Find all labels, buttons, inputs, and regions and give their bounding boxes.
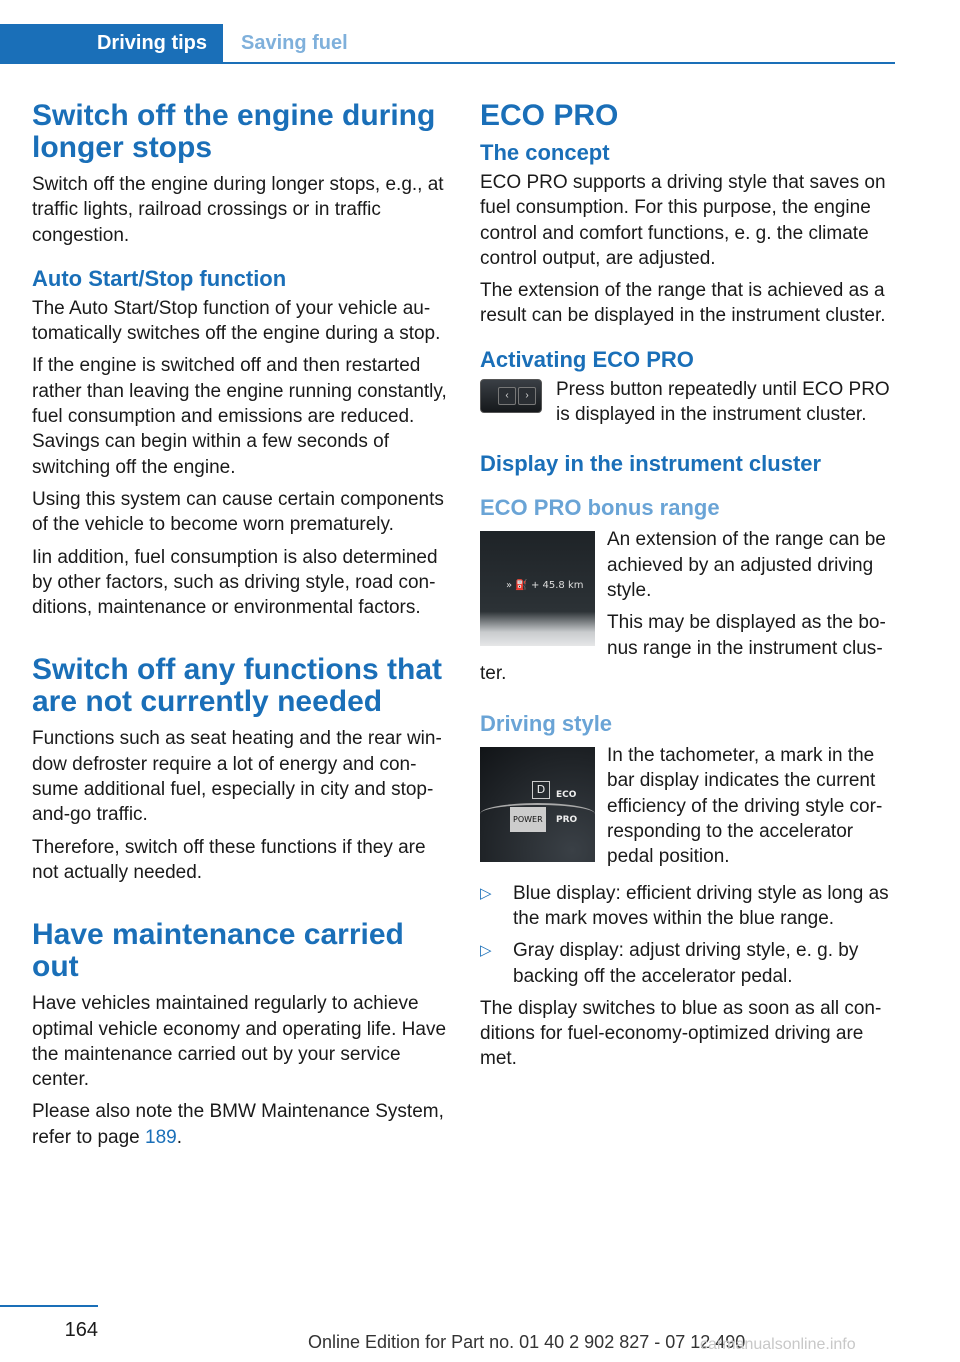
paragraph: ECO PRO supports a driving style that saves on fuel consumption. For this purpose, the engine control and comfort functions, e. g. the climate control output, are adjusted. <box>480 172 886 269</box>
heading-driving-style: Driving style <box>480 711 613 737</box>
heading-maintenance: Have maintenance carried out <box>32 918 404 984</box>
eco-pro-button-image <box>480 379 542 413</box>
heading-switch-off-functions: Switch off any functions that are not currently needed <box>32 653 442 719</box>
page-number-rule <box>0 1305 98 1307</box>
watermark: carmanualsonline.info <box>700 1336 856 1353</box>
eco-pro-label: ECO PRO <box>556 790 578 826</box>
right-column <box>480 100 898 1079</box>
paragraph: Functions such as seat heating and the rear window defroster require a lot of energy and consume additional fuel, especially in city and stop-and-go traffic. <box>32 728 442 826</box>
page-number: 164 <box>64 1319 98 1341</box>
paragraph-with-reference <box>32 1099 450 1150</box>
heading-display-cluster: Display in the instrument cluster <box>480 451 822 477</box>
heading-eco-pro: ECO PRO <box>480 99 619 132</box>
display-color-list <box>480 881 898 989</box>
bonus-range-block <box>480 527 898 693</box>
left-column <box>32 100 450 1157</box>
heading-engine-off: Switch off the engine during longer stops <box>32 99 436 164</box>
paragraph: Switch off the engine during longer stops, e.g., at traffic lights, railroad crossings or in traffic congestion. <box>32 174 444 246</box>
paragraph: If the engine is switched off and then restarted rather than leaving the engine running constantly, fuel consumption and emissions are reduced. Savings can begin within a few seconds of switching off the engine. <box>32 355 447 478</box>
heading-concept: The concept <box>480 140 610 165</box>
paragraph: This may be displayed as the bonus range in the instrument cluster. <box>480 612 886 684</box>
list-item: ▷ Blue display: efficient driving style as long as the mark moves within the blue range. <box>480 881 898 932</box>
bonus-range-readout: » ⛽ + 45.8 km <box>506 580 584 592</box>
mode-left-icon: ‹ <box>498 387 516 405</box>
mode-right-icon: › <box>518 387 536 405</box>
bonus-range-display-image <box>480 531 595 646</box>
paragraph: Using this system can cause certain components of the vehicle to become worn prematurely. <box>32 488 444 536</box>
list-item: ▷ Gray display: adjust driving style, e. g. by backing off the accelerator pedal. <box>480 938 898 989</box>
edition-footer: Online Edition for Part no. 01 40 2 902 827 - 07 12 490 <box>308 1332 746 1352</box>
paragraph: The display switches to blue as soon as all conditions for fuel-economy-optimized driving are met. <box>480 997 882 1070</box>
paragraph: The extension of the range that is achieved as a result can be displayed in the instrument cluster. <box>480 280 886 327</box>
triangle-bullet-icon: ▷ <box>480 884 492 902</box>
tachometer-display-image <box>480 747 595 862</box>
heading-activating: Activating ECO PRO <box>480 346 694 372</box>
paragraph: Press button repeatedly until ECO PRO is displayed in the instrument cluster. <box>556 378 890 426</box>
paragraph: In the tachometer, a mark in the bar display indicates the current efficiency of the driving style corresponding to the accelerator pedal position. <box>607 745 883 868</box>
paragraph: An extension of the range can be achieved by an adjusted driving style. <box>607 529 886 601</box>
paragraph: Have vehicles maintained regularly to achieve optimal vehicle economy and operating life. Have the maintenance carried out by your service center. <box>32 993 447 1091</box>
paragraph: Iin addition, fuel consumption is also determined by other factors, such as driving style, road conditions, maintenance or environmental factors. <box>32 546 438 619</box>
power-label: POWER <box>510 807 546 832</box>
heading-auto-start-stop: Auto Start/Stop function <box>32 265 287 291</box>
heading-bonus-range: ECO PRO bonus range <box>480 495 720 521</box>
activating-figure-row <box>480 377 898 428</box>
gear-indicator: D <box>532 781 550 799</box>
punctuation: . <box>176 1126 183 1148</box>
paragraph: The Auto Start/Stop function of your vehicle automatically switches off the engine during a stop. <box>32 297 441 345</box>
header-chapter-tab[interactable]: Driving tips <box>0 24 223 62</box>
reference-text: Please also note the BMW Maintenance System, refer to page <box>32 1101 444 1148</box>
triangle-bullet-icon: ▷ <box>480 942 492 960</box>
driving-style-block <box>480 743 898 876</box>
page-reference-link[interactable]: 189 <box>145 1126 177 1148</box>
paragraph: Therefore, switch off these functions if they are not actually needed. <box>32 836 426 883</box>
page-header <box>0 24 895 64</box>
header-section-tab[interactable]: Saving fuel <box>241 31 348 54</box>
